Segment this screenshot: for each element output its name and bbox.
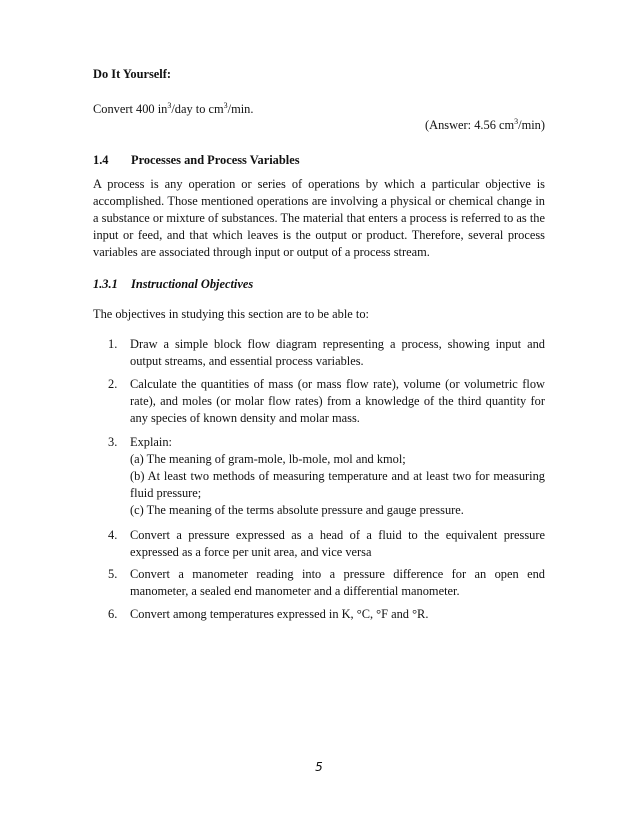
objective-item (108, 434, 545, 519)
diy-heading: Do It Yourself: (93, 67, 172, 81)
diy-question-part: /min. (227, 102, 254, 116)
objective-text: Calculate the quantities of mass (or mass flow rate), volume (or volumetric flow rate), and moles (or molar flow rates) from a knowledge of the third quantity for any species of known density and molar mass. (130, 377, 545, 425)
superscript: 3 (514, 116, 519, 126)
section-number: 1.4 (93, 153, 109, 167)
subsection-heading (93, 276, 545, 293)
objectives-intro: The objectives in studying this section are to be able to: (93, 307, 369, 321)
section-heading (93, 152, 545, 169)
objective-item (108, 566, 545, 600)
objective-number: 4. (108, 528, 118, 542)
objective-item (108, 606, 545, 623)
section-title: Processes and Process Variables (131, 153, 300, 167)
page-number: 5 (315, 760, 323, 774)
objective-number: 1. (108, 337, 118, 351)
superscript: 3 (167, 100, 172, 110)
diy-answer (93, 117, 545, 134)
objective-subitem-a: (a) The meaning of gram-mole, lb-mole, mol and kmol; (130, 452, 406, 466)
objective-text: Draw a simple block flow diagram representing a process, showing input and output streams, and essential process variables. (130, 337, 545, 368)
superscript: 3 (223, 100, 228, 110)
diy-answer-part: (Answer: 4.56 cm (425, 118, 515, 132)
section-paragraph: A process is any operation or series of operations by which a particular objective is accomplished. Those mentioned operations are involving a physical or chemical change in a substance or mixture of substances. The material that enters a process is referred to as the input or feed, and that which leaves is the output or product. Therefore, several process variables are associated through input or output of a process stream. (93, 177, 545, 259)
objective-text: Explain: (130, 435, 172, 449)
objective-number: 2. (108, 377, 118, 391)
subsection-title: Instructional Objectives (131, 277, 254, 291)
objective-item (108, 527, 545, 561)
objective-item (108, 336, 545, 370)
diy-question-part: Convert 400 in (93, 102, 168, 116)
objective-subitem-c: (c) The meaning of the terms absolute pressure and gauge pressure. (130, 503, 464, 517)
diy-answer-part: /min) (518, 118, 545, 132)
objective-number: 3. (108, 435, 118, 449)
objective-text: Convert a manometer reading into a pressure difference for an open end manometer, a sealed end manometer and a differential manometer. (130, 567, 545, 598)
subsection-number: 1.3.1 (93, 277, 118, 291)
objective-number: 6. (108, 607, 118, 621)
diy-question (93, 101, 545, 118)
objective-number: 5. (108, 567, 118, 581)
objective-text: Convert among temperatures expressed in K, °C, °F and °R. (130, 607, 429, 621)
objective-subitem-b: (b) At least two methods of measuring temperature and at least two for measuring fluid pressure; (130, 469, 545, 500)
diy-question-part: /day to cm (171, 102, 224, 116)
objective-text: Convert a pressure expressed as a head of a fluid to the equivalent pressure expressed as a force per unit area, and vice versa (130, 528, 545, 559)
objective-item (108, 376, 545, 427)
objective-body (130, 434, 545, 519)
